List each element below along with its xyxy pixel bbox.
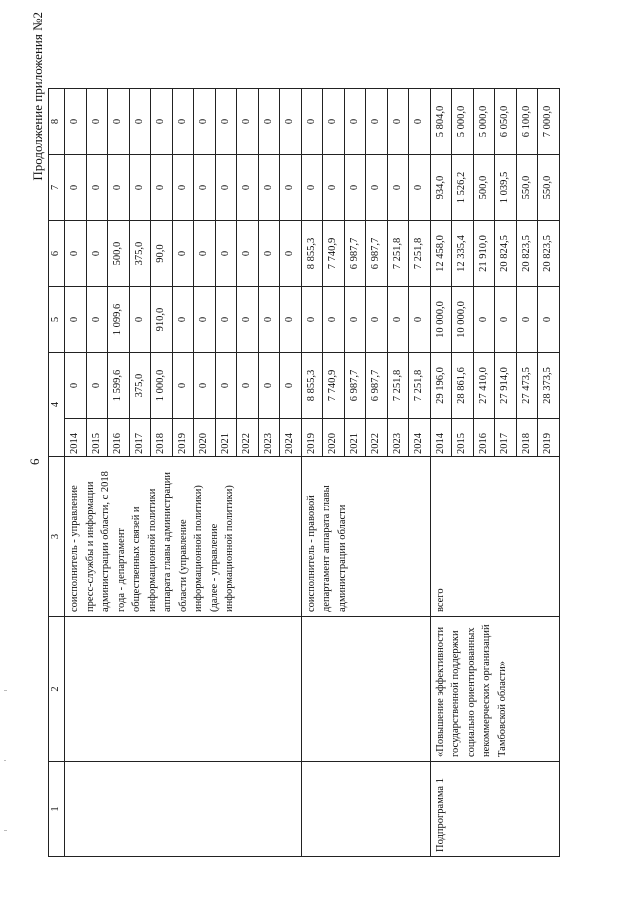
value-cell: 0 [280, 353, 302, 419]
value-cell: 7 740,9 [323, 221, 345, 287]
value-cell: 0 [495, 287, 517, 353]
value-cell: 0 [301, 287, 323, 353]
table-row [65, 89, 87, 857]
year-cell: 2024 [280, 419, 302, 457]
name-cell [65, 617, 302, 762]
value-cell: 0 [215, 221, 237, 287]
table-header-row [49, 89, 65, 857]
value-cell: 6 987,7 [344, 221, 366, 287]
column-header: 3 [49, 457, 65, 617]
year-cell: 2017 [129, 419, 151, 457]
value-cell: 0 [516, 287, 538, 353]
value-cell: 0 [280, 287, 302, 353]
value-cell: 0 [258, 287, 280, 353]
year-cell: 2019 [538, 419, 560, 457]
value-cell: 0 [194, 89, 216, 155]
value-cell: 0 [172, 221, 194, 287]
value-cell: 0 [108, 155, 130, 221]
year-cell: 2023 [387, 419, 409, 457]
value-cell: 21 910,0 [473, 221, 495, 287]
value-cell: 0 [151, 89, 173, 155]
value-cell: 0 [366, 89, 388, 155]
executor-cell: соисполнитель - управление пресс-службы и информации администрации области, с 2018 года - департамент общественных связей и информационной политики аппарата главы администрации области (управление информационной политики) (далее - управление информационной политики) [65, 457, 302, 617]
value-cell: 0 [65, 155, 87, 221]
year-cell: 2024 [409, 419, 431, 457]
value-cell: 0 [151, 155, 173, 221]
value-cell: 0 [387, 89, 409, 155]
year-cell: 2019 [301, 419, 323, 457]
value-cell: 0 [258, 155, 280, 221]
year-cell: 2015 [86, 419, 108, 457]
value-cell: 28 373,5 [538, 353, 560, 419]
value-cell: 0 [172, 155, 194, 221]
year-cell: 2021 [215, 419, 237, 457]
value-cell: 0 [538, 287, 560, 353]
value-cell: 0 [172, 89, 194, 155]
program-cell [301, 762, 430, 857]
column-header: 5 [49, 287, 65, 353]
executor-cell: всего [430, 457, 559, 617]
value-cell: 6 987,7 [344, 353, 366, 419]
page-number: 6 [27, 458, 42, 465]
value-cell: 550,0 [538, 155, 560, 221]
year-cell: 2020 [323, 419, 345, 457]
value-cell: 20 823,5 [538, 221, 560, 287]
value-cell: 0 [301, 89, 323, 155]
value-cell: 0 [194, 287, 216, 353]
column-header: 2 [49, 617, 65, 762]
column-header: 6 [49, 221, 65, 287]
year-cell: 2020 [194, 419, 216, 457]
value-cell: 0 [344, 89, 366, 155]
value-cell: 7 740,9 [323, 353, 345, 419]
value-cell: 0 [280, 89, 302, 155]
executor-cell: соисполнитель - правовой департамент аппарата главы администрации области [301, 457, 430, 617]
value-cell: 0 [344, 155, 366, 221]
value-cell: 6 987,7 [366, 221, 388, 287]
value-cell: 6 100,0 [516, 89, 538, 155]
value-cell: 0 [237, 287, 259, 353]
value-cell: 0 [280, 155, 302, 221]
value-cell: 0 [280, 221, 302, 287]
value-cell: 10 000,0 [452, 287, 474, 353]
appendix-title: Продолжение приложения №2 [30, 12, 45, 181]
value-cell: 0 [237, 155, 259, 221]
value-cell: 934,0 [430, 155, 452, 221]
value-cell: 12 458,0 [430, 221, 452, 287]
value-cell: 5 000,0 [473, 89, 495, 155]
year-cell: 2023 [258, 419, 280, 457]
value-cell: 0 [172, 287, 194, 353]
column-header: 7 [49, 155, 65, 221]
program-cell [65, 762, 302, 857]
value-cell: 0 [172, 353, 194, 419]
value-cell: 0 [409, 287, 431, 353]
value-cell: 7 251,8 [387, 221, 409, 287]
value-cell: 0 [344, 287, 366, 353]
table-row [301, 89, 323, 857]
value-cell: 0 [86, 89, 108, 155]
value-cell: 0 [409, 89, 431, 155]
value-cell: 1 000,0 [151, 353, 173, 419]
value-cell: 0 [65, 287, 87, 353]
value-cell: 0 [129, 287, 151, 353]
value-cell: 550,0 [516, 155, 538, 221]
table-row [430, 89, 452, 857]
value-cell: 5 000,0 [452, 89, 474, 155]
value-cell: 0 [108, 89, 130, 155]
value-cell: 7 251,8 [409, 353, 431, 419]
value-cell: 500,0 [473, 155, 495, 221]
value-cell: 0 [86, 221, 108, 287]
value-cell: 0 [237, 89, 259, 155]
value-cell: 28 861,6 [452, 353, 474, 419]
value-cell: 27 914,0 [495, 353, 517, 419]
value-cell: 27 410,0 [473, 353, 495, 419]
year-cell: 2016 [473, 419, 495, 457]
value-cell: 8 855,3 [301, 353, 323, 419]
value-cell: 1 099,6 [108, 287, 130, 353]
value-cell: 0 [86, 353, 108, 419]
value-cell: 0 [258, 353, 280, 419]
value-cell: 0 [366, 155, 388, 221]
year-cell: 2014 [65, 419, 87, 457]
year-cell: 2019 [172, 419, 194, 457]
value-cell: 0 [215, 353, 237, 419]
value-cell: 0 [366, 287, 388, 353]
value-cell: 0 [258, 89, 280, 155]
year-cell: 2016 [108, 419, 130, 457]
value-cell: 8 855,3 [301, 221, 323, 287]
year-cell: 2015 [452, 419, 474, 457]
value-cell: 0 [215, 89, 237, 155]
value-cell: 1 526,2 [452, 155, 474, 221]
column-header: 8 [49, 89, 65, 155]
value-cell: 0 [129, 155, 151, 221]
value-cell: 910,0 [151, 287, 173, 353]
year-cell: 2021 [344, 419, 366, 457]
value-cell: 0 [65, 221, 87, 287]
table-body [49, 89, 560, 857]
value-cell: 20 824,5 [495, 221, 517, 287]
value-cell: 375,0 [129, 221, 151, 287]
year-cell: 2022 [366, 419, 388, 457]
year-cell: 2022 [237, 419, 259, 457]
column-header: 1 [49, 762, 65, 857]
value-cell: 0 [409, 155, 431, 221]
value-cell: 29 196,0 [430, 353, 452, 419]
value-cell: 0 [387, 155, 409, 221]
value-cell: 0 [215, 287, 237, 353]
value-cell: 0 [194, 155, 216, 221]
value-cell: 0 [194, 221, 216, 287]
value-cell: 12 335,4 [452, 221, 474, 287]
value-cell: 0 [215, 155, 237, 221]
program-cell: Подпрограмма 1 [430, 762, 559, 857]
name-cell [301, 617, 430, 762]
value-cell: 0 [129, 89, 151, 155]
value-cell: 0 [473, 287, 495, 353]
value-cell: 375,0 [129, 353, 151, 419]
name-cell: «Повышение эффективности государственной поддержки социально ориентированных некоммерческих организаций Тамбовской области» [430, 617, 559, 762]
value-cell: 7 000,0 [538, 89, 560, 155]
year-cell: 2014 [430, 419, 452, 457]
column-header: 4 [49, 353, 65, 457]
value-cell: 6 050,0 [495, 89, 517, 155]
value-cell: 20 823,5 [516, 221, 538, 287]
year-cell: 2018 [516, 419, 538, 457]
value-cell: 6 987,7 [366, 353, 388, 419]
value-cell: 0 [258, 221, 280, 287]
value-cell: 7 251,8 [387, 353, 409, 419]
value-cell: 0 [387, 287, 409, 353]
value-cell: 0 [86, 287, 108, 353]
value-cell: 0 [323, 287, 345, 353]
value-cell: 0 [237, 221, 259, 287]
year-cell: 2018 [151, 419, 173, 457]
value-cell: 5 804,0 [430, 89, 452, 155]
budget-table [48, 88, 560, 857]
value-cell: 27 473,5 [516, 353, 538, 419]
value-cell: 7 251,8 [409, 221, 431, 287]
value-cell: 0 [194, 353, 216, 419]
value-cell: 0 [323, 155, 345, 221]
value-cell: 1 599,6 [108, 353, 130, 419]
value-cell: 0 [65, 353, 87, 419]
value-cell: 90,0 [151, 221, 173, 287]
value-cell: 0 [237, 353, 259, 419]
year-cell: 2017 [495, 419, 517, 457]
value-cell: 0 [323, 89, 345, 155]
value-cell: 500,0 [108, 221, 130, 287]
value-cell: 10 000,0 [430, 287, 452, 353]
value-cell: 0 [301, 155, 323, 221]
value-cell: 0 [65, 89, 87, 155]
value-cell: 0 [86, 155, 108, 221]
value-cell: 1 039,5 [495, 155, 517, 221]
